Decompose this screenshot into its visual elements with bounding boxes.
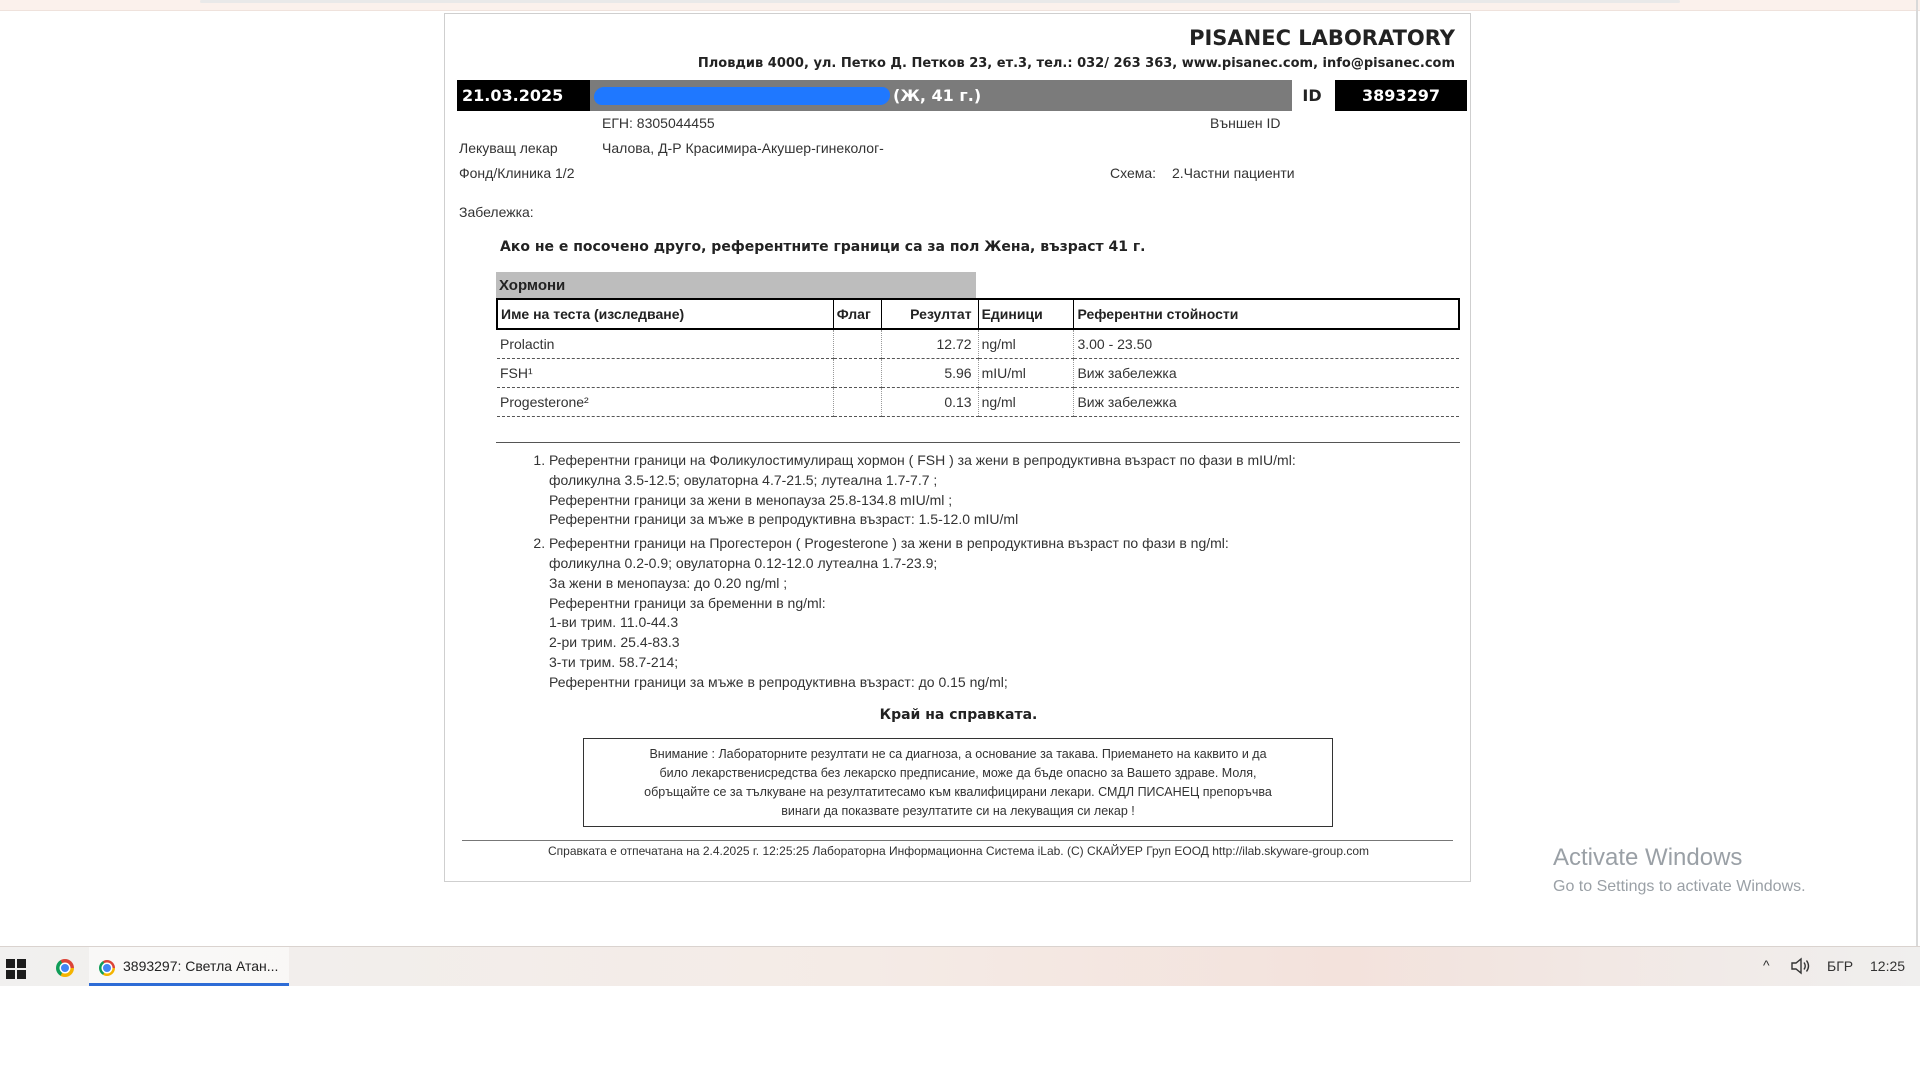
note-line: Референтни граници за мъже в репродуктивна възраст: до 0.15 ng/ml; [549,673,1008,690]
egn: ЕГН: 8305044455 [602,115,715,131]
taskbar [0,946,1920,986]
test-units: ng/ml [978,329,1074,359]
note-line: 2-ри трим. 25.4-83.3 [549,634,680,651]
redaction-mark [593,87,891,105]
watermark-subtitle: Go to Settings to activate Windows. [1553,878,1806,895]
note-line: 1-ви трим. 11.0-44.3 [549,614,679,631]
vertical-scrollbar[interactable] [1916,0,1918,946]
note-item-fsh [549,451,1489,530]
warning-box [583,738,1333,827]
doctor-label: Лекуващ лекар [459,140,558,156]
fund-clinic: Фонд/Клиника 1/2 [459,165,575,181]
results-table [496,298,1460,417]
note-line: За жени в менопауза: до 0.20 ng/ml ; [549,574,788,591]
test-name: Prolactin [497,329,833,359]
test-flag [833,388,881,417]
reference-notes-list [513,451,1489,697]
browser-top-strip [0,0,1920,11]
note-line: фоликулна 0.2-0.9; овулаторна 0.12-12.0 лутеална 1.7-23.9; [549,554,938,571]
footer-divider [462,840,1453,841]
taskbar-item-chrome-window[interactable] [89,947,289,986]
test-units: mIU/ml [978,359,1074,388]
chrome-icon[interactable] [56,959,74,977]
patient-name-field [590,80,1292,111]
col-header-units: Единици [978,299,1074,329]
col-header-result: Резултат [881,299,978,329]
scheme-label: Схема: [1110,165,1157,181]
watermark-title: Activate Windows [1553,844,1743,871]
patient-bar [457,80,1459,111]
system-clock[interactable]: 12:25 [1870,958,1906,974]
external-id-label: Външен ID [1210,115,1281,131]
note-line: 2. Референтни граници на Прогестерон ( Progesterone ) за жени в репродуктивна възраст по фази в ng/ml: [549,535,1229,552]
test-result: 0.13 [881,388,978,417]
doctor-value: Чалова, Д-Р Красимира-Акушер-гинеколог- [602,140,884,156]
note-line: 3-ти трим. 58.7-214; [549,653,679,670]
test-reference: 3.00 - 23.50 [1074,329,1459,359]
id-value: 3893297 [1335,80,1467,111]
test-flag [833,329,881,359]
note-item-progesterone [549,534,1489,692]
horizontal-scrollbar[interactable] [200,0,1680,3]
warning-line: винаги да показвате резултатите си на лекуващия си лекар ! [781,804,1135,818]
table-row [497,359,1459,388]
test-name: FSH¹ [497,359,833,388]
speaker-icon[interactable] [1790,957,1812,975]
scheme-value: 2.Частни пациенти [1172,165,1295,181]
test-result: 12.72 [881,329,978,359]
end-of-report: Край на справката. [879,707,1038,723]
remark-label: Забележка: [459,204,534,220]
test-reference: Виж забележка [1074,359,1459,388]
warning-line: обръщайте се за тълкуване на резултатитесамо към квалифицирани лекари. СМДЛ ПИСАНЕЦ препоръчва [644,785,1272,799]
note-line: Референтни граници за бременни в ng/ml: [549,594,826,611]
warning-line: Внимание : Лабораторните резултати не са диагноза, а основание за такава. Приемането на каквито и да [649,747,1267,761]
note-line: 1. Референтни граници на Фоликулостимулиращ хормон ( FSH ) за жени в репродуктивна възраст по фази в mIU/ml: [549,452,1296,468]
input-language-indicator[interactable]: БГР [1827,958,1854,974]
report-footer: Справката е отпечатана на 2.4.2025 г. 12:25:25 Лабораторна Информационна Система iLab. (С) СКАЙУЕР Груп ЕООД http://ilab.skyware-group.com [548,844,1369,858]
lab-report-page [444,13,1471,882]
reference-note: Ако не е посочено друго, референтните граници са за пол Жена, възраст 41 г. [500,239,1146,255]
report-date: 21.03.2025 [457,80,590,111]
section-title: Хормони [496,272,976,298]
test-result: 5.96 [881,359,978,388]
lab-name: PISANEC LABORATORY [1189,26,1455,50]
lab-address: Пловдив 4000, ул. Петко Д. Петков 23, ет.3, тел.: 032/ 263 363, www.pisanec.com, info@pisanec.com [697,56,1455,71]
warning-line: било лекарственисредства без лекарско предписание, може да бъде опасно за Вашето здраве. Моля, [659,766,1257,780]
col-header-flag: Флаг [833,299,881,329]
note-line: Референтни граници за жени в менопауза 25.8-134.8 mIU/ml ; [549,491,953,508]
results-header-row [497,299,1459,329]
col-header-reference: Референтни стойности [1074,299,1459,329]
table-row [497,329,1459,359]
col-header-name: Име на теста (изследване) [497,299,833,329]
taskbar-item-title: 3893297: Светла Атан... [123,958,279,974]
chevron-up-icon[interactable]: ^ [1763,957,1770,973]
notes-divider [496,442,1460,443]
windows-start-icon[interactable] [6,959,26,979]
patient-gender-age: (Ж, 41 г.) [893,86,982,105]
note-line: фоликулна 3.5-12.5; овулаторна 4.7-21.5; лутеална 1.7-7.7 ; [549,471,938,488]
activate-windows-watermark [1553,844,1806,896]
chrome-icon [99,960,115,976]
id-label: ID [1292,80,1332,111]
test-flag [833,359,881,388]
test-name: Progesterone² [497,388,833,417]
test-units: ng/ml [978,388,1074,417]
note-line: Референтни граници за мъже в репродуктивна възраст: 1.5-12.0 mIU/ml [549,511,1019,528]
table-row [497,388,1459,417]
test-reference: Виж забележка [1074,388,1459,417]
